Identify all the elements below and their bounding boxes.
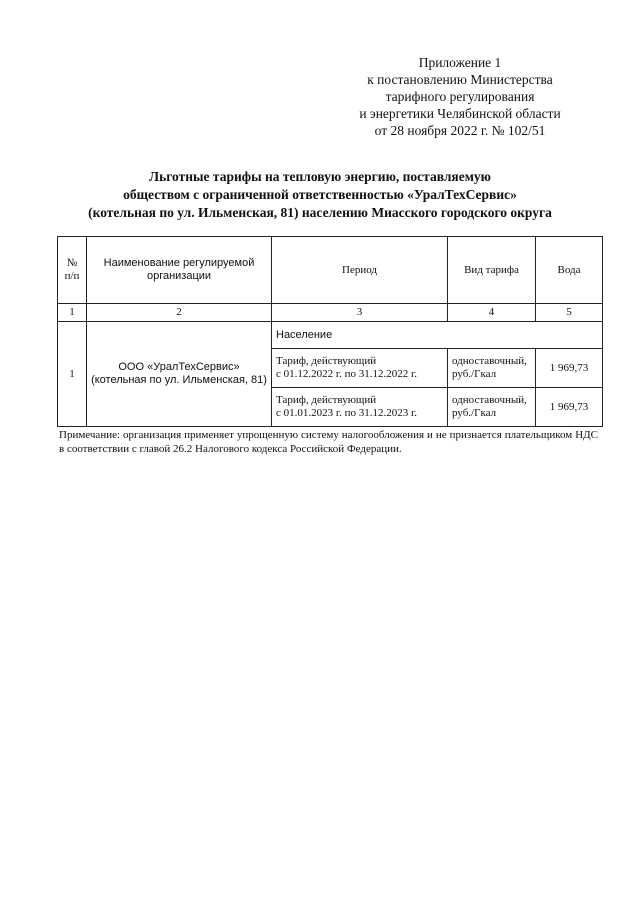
- column-number: 5: [536, 304, 603, 322]
- period-line: с 01.12.2022 г. по 31.12.2022 г.: [276, 368, 418, 380]
- period-line: с 01.01.2023 г. по 31.12.2023 г.: [276, 407, 418, 419]
- title-line: (котельная по ул. Ильменская, 81) населению Миасского городского округа: [88, 205, 552, 220]
- appendix-line: от 28 ноября 2022 г. № 102/51: [374, 123, 546, 138]
- period-cell: [272, 349, 448, 388]
- column-number-row: [58, 304, 603, 322]
- column-number: 4: [448, 304, 536, 322]
- header-num: [58, 237, 87, 304]
- document-title: [40, 168, 600, 222]
- header-num-line: №: [66, 257, 78, 269]
- tariff-type-line: одноставочный,: [452, 394, 527, 406]
- footnote: Примечание: организация применяет упрощенную систему налогообложения и не признается плательщиком НДС в соответствии с главой 26.2 Налогового кодекса Российской Федерации.: [59, 429, 598, 455]
- table-row: [58, 322, 603, 349]
- tariff-type-cell: [448, 349, 536, 388]
- header-org-line: Наименование регулируемой: [103, 257, 255, 269]
- header-organization: [87, 237, 272, 304]
- header-water: Вода: [536, 237, 603, 304]
- header-org-line: организации: [146, 270, 212, 282]
- table-header-row: [58, 237, 603, 304]
- organization-line: ООО «УралТехСервис»: [118, 361, 240, 373]
- header-num-line: п/п: [64, 270, 80, 282]
- appendix-line: тарифного регулирования: [385, 89, 535, 104]
- appendix-line: и энергетики Челябинской области: [359, 106, 561, 121]
- tariff-table: [57, 236, 603, 427]
- title-line: Льготные тарифы на тепловую энергию, поставляемую: [149, 169, 491, 184]
- period-cell: [272, 388, 448, 427]
- column-number: 3: [272, 304, 448, 322]
- column-number: 2: [87, 304, 272, 322]
- organization-name: [87, 322, 272, 427]
- tariff-type-cell: [448, 388, 536, 427]
- header-tariff-type: Вид тарифа: [448, 237, 536, 304]
- water-value: 1 969,73: [536, 349, 603, 388]
- group-label: Население: [272, 322, 603, 349]
- column-number: 1: [58, 304, 87, 322]
- tariff-type-line: одноставочный,: [452, 355, 527, 367]
- appendix-header: [340, 54, 580, 139]
- period-line: Тариф, действующий: [276, 394, 377, 406]
- period-line: Тариф, действующий: [276, 355, 377, 367]
- appendix-line: Приложение 1: [418, 55, 502, 70]
- title-line: обществом с ограниченной ответственностью «УралТехСервис»: [123, 187, 517, 202]
- header-period: Период: [272, 237, 448, 304]
- tariff-type-line: руб./Гкал: [452, 368, 497, 380]
- organization-line: (котельная по ул. Ильменская, 81): [91, 374, 267, 386]
- tariff-type-line: руб./Гкал: [452, 407, 497, 419]
- appendix-line: к постановлению Министерства: [367, 72, 553, 87]
- row-number: 1: [58, 322, 87, 427]
- water-value: 1 969,73: [536, 388, 603, 427]
